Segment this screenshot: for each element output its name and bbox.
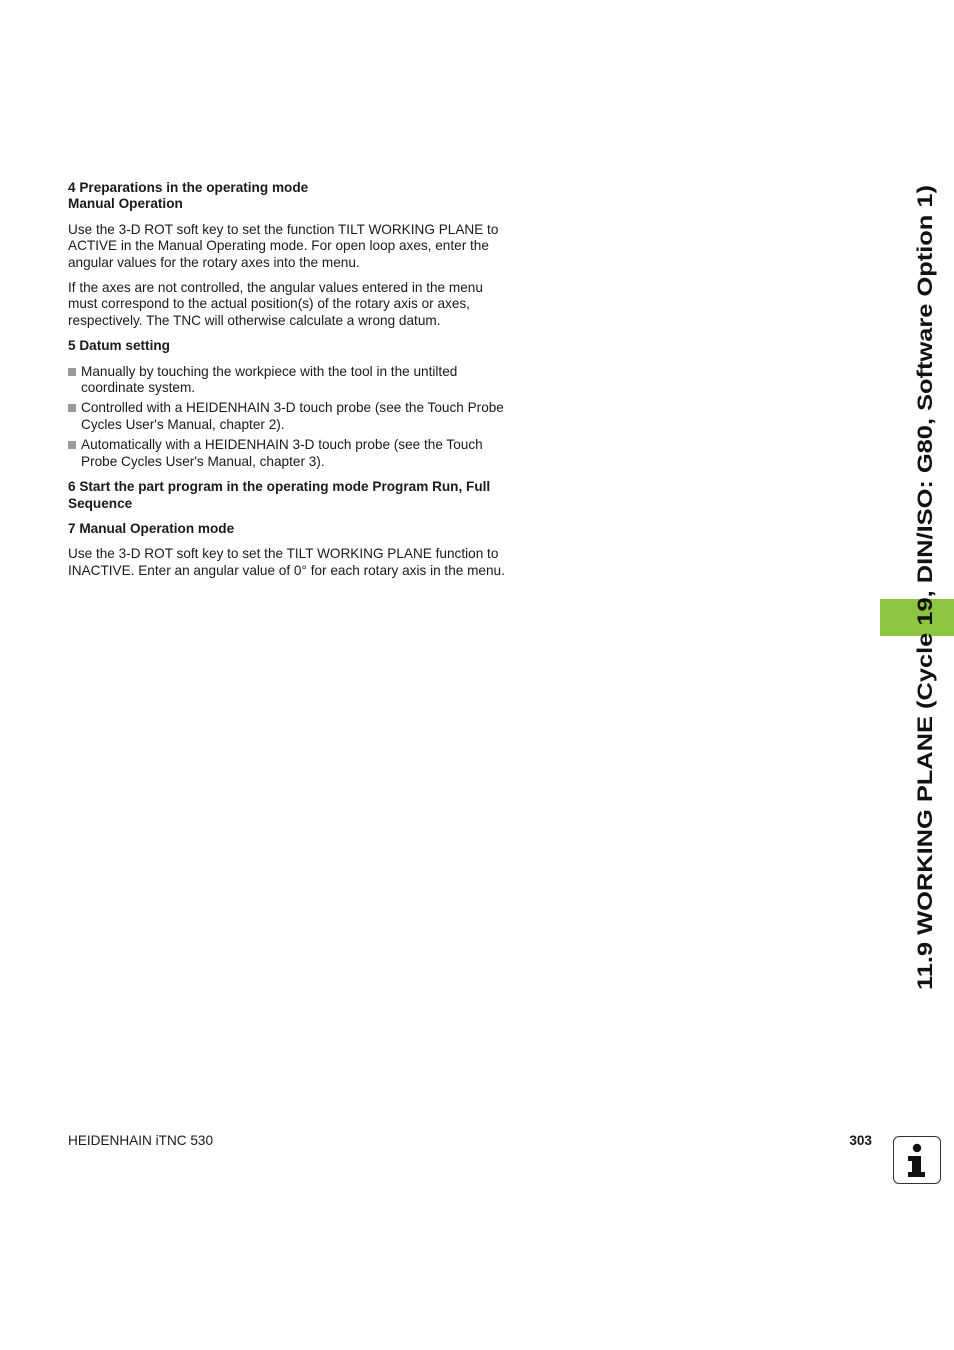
info-glyph xyxy=(894,1137,939,1182)
footer-product: HEIDENHAIN iTNC 530 xyxy=(68,1133,214,1148)
list-item xyxy=(68,437,513,470)
heading-line: Manual Operation xyxy=(68,196,183,212)
list-item-text: Automatically with a HEIDENHAIN 3-D touch probe (see the Touch Probe Cycles User's Manual, chapter 3). xyxy=(81,437,483,469)
list-item xyxy=(68,400,513,433)
info-icon xyxy=(893,1136,941,1184)
main-content xyxy=(68,180,513,588)
paragraph: Use the 3-D ROT soft key to set the TILT WORKING PLANE function to INACTIVE. Enter an angular value of 0° for each rotary axis in the menu. xyxy=(68,546,505,578)
square-bullet-icon xyxy=(68,441,76,449)
side-title-svg xyxy=(884,180,946,1000)
page-number: 303 xyxy=(849,1133,872,1148)
list-item xyxy=(68,364,513,397)
section-heading-datum-setting: 5 Datum setting xyxy=(68,338,170,354)
list-item-text: Manually by touching the workpiece with the tool in the untilted coordinate system. xyxy=(81,363,458,396)
chapter-side-title xyxy=(884,180,946,1000)
heading-line: 6 Start the part program in the operating mode Program Run, Full xyxy=(68,479,491,495)
paragraph: Use the 3-D ROT soft key to set the function TILT WORKING PLANE to ACTIVE in the Manual Operating mode. For open loop axes, enter the angular values for the rotary axes into the menu. xyxy=(68,221,499,270)
square-bullet-icon xyxy=(68,404,76,412)
heading-line: Sequence xyxy=(68,495,133,511)
section-heading-start-program xyxy=(68,479,513,512)
square-bullet-icon xyxy=(68,368,76,376)
bullet-list xyxy=(68,364,513,470)
section-heading-manual-operation: 7 Manual Operation mode xyxy=(68,520,235,536)
paragraph: If the axes are not controlled, the angular values entered in the menu must correspond to the actual position(s) of the rotary axis or axes, respectively. The TNC will otherwise calculate a wrong datum. xyxy=(68,280,483,328)
heading-line: 4 Preparations in the operating mode xyxy=(68,180,309,195)
side-title-text: 11.9 WORKING PLANE (Cycle 19, DIN/ISO: G80, Software Option 1) xyxy=(913,309,937,990)
list-item-text: Controlled with a HEIDENHAIN 3-D touch probe (see the Touch Probe Cycles User's Manual, chapter 2). xyxy=(81,400,504,432)
section-heading-preparations xyxy=(68,180,513,213)
